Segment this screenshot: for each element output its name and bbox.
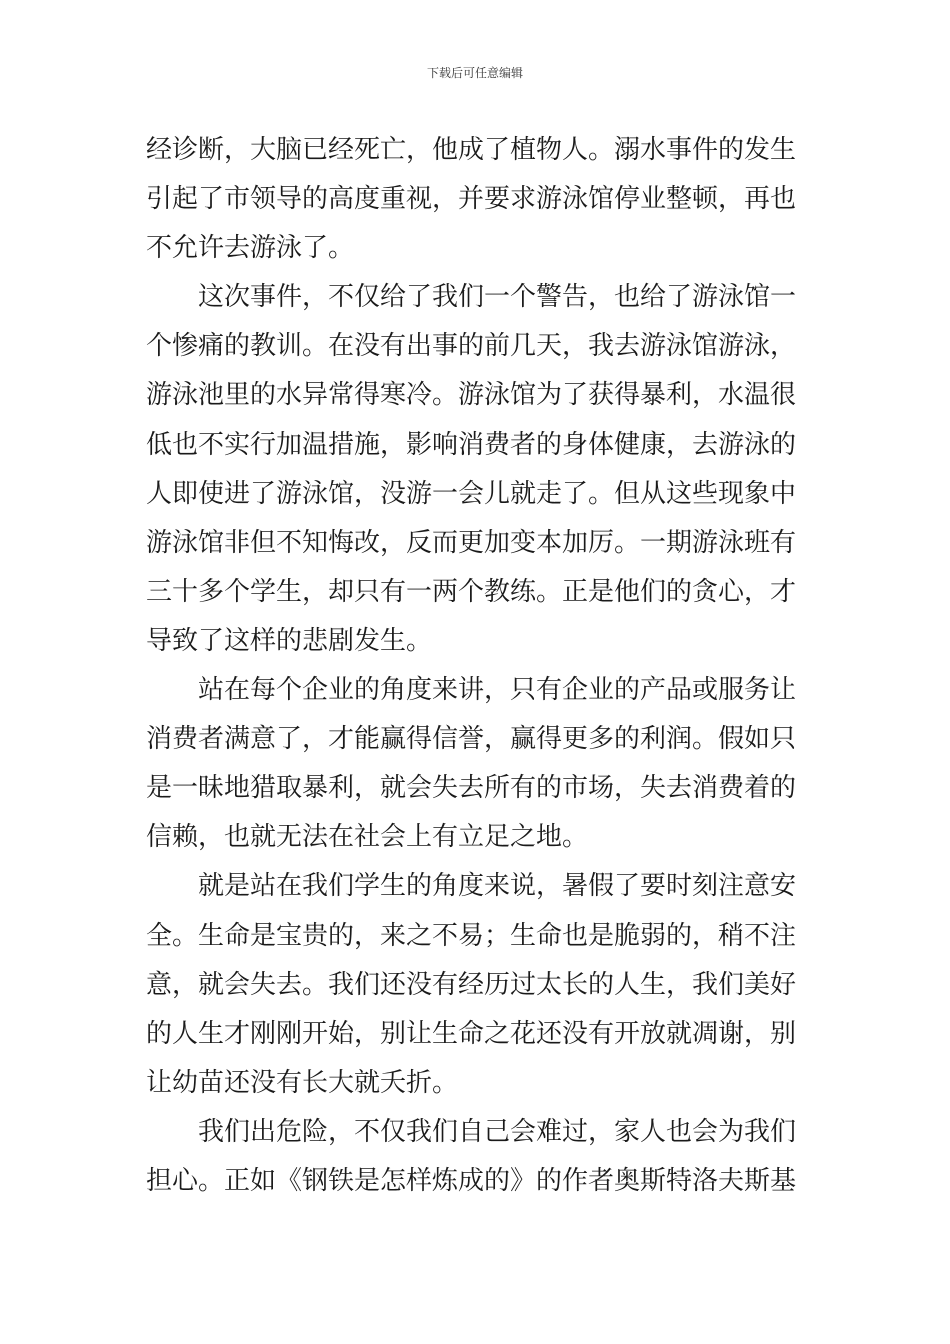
text-line: 游泳馆非但不知悔改，反而更加变本加厉。一期游泳班有 [146, 527, 797, 558]
text-line: 游泳池里的水异常得寒冷。游泳馆为了获得暴利，水温很 [146, 380, 797, 411]
text-line: 个惨痛的教训。在没有出事的前几天，我去游泳馆游泳， [146, 331, 797, 362]
text-line: 人即使进了游泳馆，没游一会儿就走了。但从这些现象中 [146, 478, 797, 509]
text-line: 消费者满意了，才能赢得信誉，赢得更多的利润。假如只 [146, 724, 797, 755]
text-line: 导致了这样的悲剧发生。 [146, 625, 433, 656]
page-header: 下载后可任意编辑 [426, 66, 523, 80]
text-line: 是一昧地猎取暴利，就会失去所有的市场，失去消费着的 [146, 773, 797, 804]
text-line: 引起了市领导的高度重视，并要求游泳馆停业整顿，再也 [146, 184, 797, 215]
text-line: 信赖，也就无法在社会上有立足之地。 [146, 822, 589, 853]
text-line: 三十多个学生，却只有一两个教练。正是他们的贪心，才 [146, 576, 797, 607]
text-line: 站在每个企业的角度来讲，只有企业的产品或服务让 [198, 675, 797, 706]
text-line: 就是站在我们学生的角度来说，暑假了要时刻注意安 [198, 871, 797, 902]
text-line: 意，就会失去。我们还没有经历过太长的人生，我们美好 [146, 969, 797, 1000]
text-line: 经诊断，大脑已经死亡，他成了植物人。溺水事件的发生 [146, 135, 797, 165]
text-line: 我们出危险，不仅我们自己会难过，家人也会为我们 [198, 1116, 797, 1147]
text-line: 不允许去游泳了。 [146, 233, 355, 264]
text-line: 让幼苗还没有长大就夭折。 [146, 1067, 459, 1098]
text-line: 全。生命是宝贵的，来之不易；生命也是脆弱的，稍不注 [146, 920, 797, 951]
text-line: 低也不实行加温措施，影响消费者的身体健康，去游泳的 [146, 429, 797, 460]
text-line: 这次事件，不仅给了我们一个警告，也给了游泳馆一 [198, 282, 797, 313]
text-line: 的人生才刚刚开始，别让生命之花还没有开放就凋谢，别 [146, 1018, 797, 1049]
body-text [146, 126, 811, 1206]
text-line: 担心。正如《钢铁是怎样炼成的》的作者奥斯特洛夫斯基 [146, 1165, 797, 1196]
